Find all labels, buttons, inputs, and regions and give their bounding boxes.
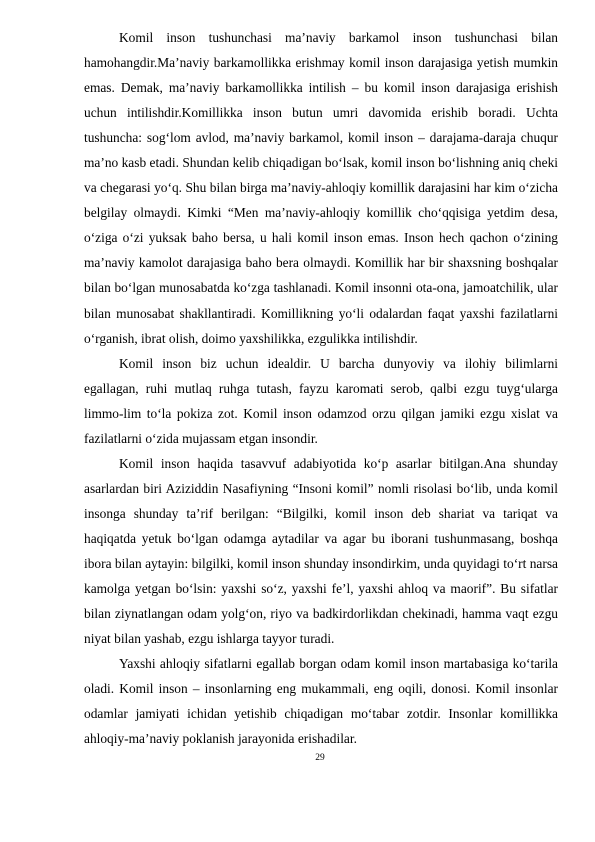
paragraph-2: Komil inson biz uchun idealdir. U barcha dunyoviy va ilohiy bilimlarni egallagan, ruhi mutlaq ruhga tutash, fayzu karomati serob, qalbi ezgu tuyg‘ularga limmo-lim to‘la pokiza zot. Komil inson odamzod orzu qilgan jamiki ezgu xislat va fazilatlarni o‘zida mujassam etgan insondir. <box>84 355 558 446</box>
paragraph-3: Komil inson haqida tasavvuf adabiyotida ko‘p asarlar bitilgan.Ana shunday asarlardan biri Aziziddin Nasafiyning “Insoni komil” nomli risolasi bo‘lib, unda komil insonga shunday ta’rif berilgan: “Bilgilki, komil inson deb shariat va tariqat va haqiqatda yetuk bo‘lgan odamga aytadilar va agar bu iborani tushunmasang, boshqa ibora bilan aytayin: bilgilki, komil inson shunday insondirkim, unda quyidagi to‘rt narsa kamolga yetgan bo‘lsin: yaxshi so‘z, yaxshi fe’l, yaxshi ahloq va maorif”. Bu sifatlar bilan ziynatlangan odam yolg‘on, riyo va badkirdorlikdan chekinadi, hamma vaqt ezgu niyat bilan yashab, ezgu ishlarga tayyor turadi. <box>84 455 558 647</box>
page-number: 29 <box>315 753 325 763</box>
paragraph-4: Yaxshi ahloqiy sifatlarni egallab borgan odam komil inson martabasiga ko‘tarila oladi. Komil inson – insonlarning eng mukammali, eng oqili, donosi. Komil insonlar odamlar jamiyati ichidan yetishib chiqadigan mo‘tabar zotdir. Insonlar komillikka ahloqiy-ma’naviy poklanish jarayonida erishadilar. <box>84 656 558 747</box>
paragraph-1: Komil inson tushunchasi ma’naviy barkamol inson tushunchasi bilan hamohangdir.Ma’naviy barkamollikka erishmay komil inson darajasiga yetish mumkin emas. Demak, ma’naviy barkamollikka intilish – bu komil inson darajasiga erishish uchun intilishdir.Komillikka inson butun umri davomida erishib boradi. Uchta tushuncha: sog‘lom avlod, ma’naviy barkamol, komil inson – darajama-daraja chuqur ma’no kasb etadi. Shundan kelib chiqadigan bo‘lsak, komil inson bo‘lishning aniq cheki va chegarasi yo‘q. Shu bilan birga ma’naviy-ahloqiy komillik darajasini har kim o‘zicha belgilay olmaydi. Kimki “Men ma’naviy-ahloqiy komillik cho‘qqisiga yetdim desa, o‘ziga o‘zi yuksak baho bersa, u hali komil inson emas. Inson hech qachon o‘zining ma’naviy kamolot darajasiga baho bera olmaydi. Komillik har bir shaxsning boshqalar bilan bo‘lgan munosabatda ko‘zga tashlanadi. Komil insonni ota-ona, jamoatchilik, ular bilan munosabat shakllantiradi. Komillikning yo‘li odalardan faqat yaxshi fazilatlarni o‘rganish, ibrat olish, doimo yaxshilikka, ezgulikka intilishdir. <box>84 30 558 346</box>
body-text <box>84 25 558 751</box>
